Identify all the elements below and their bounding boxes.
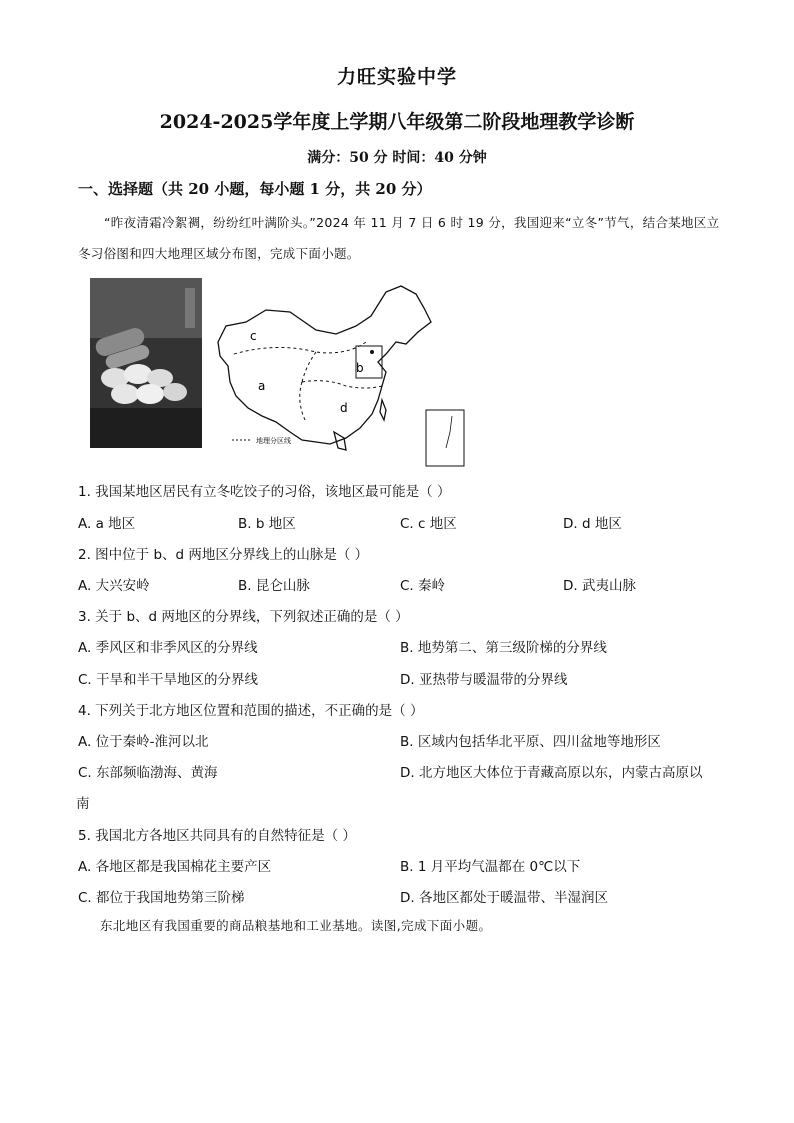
map-label-c: c — [250, 329, 257, 343]
boundary-north — [234, 342, 366, 354]
section-title: 一、选择题（共 20 小题，每小题 1 分，共 20 分） — [78, 180, 432, 198]
boundary-tibet — [300, 382, 306, 422]
next-group-intro: 东北地区有我国重要的商品粮基地和工业基地。读图,完成下面小题。 — [100, 918, 492, 933]
q2-option-b[interactable]: B. 昆仑山脉 — [238, 578, 310, 594]
china-region-map — [206, 282, 472, 468]
question-2-stem: 2. 图中位于 b、d 两地区分界线上的山脉是（ ） — [78, 547, 369, 563]
q5-option-c[interactable]: C. 都位于我国地势第三阶梯 — [78, 890, 245, 906]
q2-option-a[interactable]: A. 大兴安岭 — [78, 578, 150, 594]
boundary-qinling — [302, 381, 382, 388]
q1-option-b[interactable]: B. b 地区 — [238, 516, 296, 532]
question-3-stem: 3. 关于 b、d 两地区的分界线，下列叙述正确的是（ ） — [78, 609, 409, 625]
dumpling-photo — [90, 278, 202, 448]
q5-option-d[interactable]: D. 各地区都处于暖温带、半湿润区 — [400, 890, 608, 906]
q2-option-c[interactable]: C. 秦岭 — [400, 578, 446, 594]
hainan-island — [334, 432, 346, 450]
map-label-b: b — [356, 361, 364, 375]
q4-option-d-continuation: 南 — [76, 796, 90, 812]
intro-paragraph: “昨夜清霜冷絮裯，纷纷红叶满阶头。”2024 年 11 月 7 日 6 时 19 分，我国迎来“立冬”节气，结合某地区立冬习俗图和四大地理区域分布图，完成下面小题。 — [78, 215, 720, 261]
q1-option-d[interactable]: D. d 地区 — [563, 516, 622, 532]
q4-option-a[interactable]: A. 位于秦岭-淮河以北 — [78, 734, 209, 750]
map-label-a: a — [258, 379, 266, 393]
question-1-stem: 1. 我国某地区居民有立冬吃饺子的习俗，该地区最可能是（ ） — [78, 484, 451, 500]
question-4-stem: 4. 下列关于北方地区位置和范围的描述，不正确的是（ ） — [78, 703, 424, 719]
q4-option-b[interactable]: B. 区域内包括华北平原、四川盆地等地形区 — [400, 734, 661, 750]
q4-option-d[interactable]: D. 北方地区大体位于青藏高原以东，内蒙古高原以 — [400, 765, 703, 781]
score-time: 满分：50 分 时间：40 分钟 — [307, 150, 487, 166]
q5-option-a[interactable]: A. 各地区都是我国棉花主要产区 — [78, 859, 272, 875]
q3-option-d[interactable]: D. 亚热带与暖温带的分界线 — [400, 672, 568, 688]
q1-option-a[interactable]: A. a 地区 — [78, 516, 136, 532]
q3-option-b[interactable]: B. 地势第二、第三级阶梯的分界线 — [400, 640, 607, 656]
q1-option-c[interactable]: C. c 地区 — [400, 516, 457, 532]
map-label-d: d — [340, 401, 348, 415]
q5-option-b[interactable]: B. 1 月平均气温都在 0℃以下 — [400, 859, 581, 875]
boundary-west — [302, 352, 316, 382]
q3-option-c[interactable]: C. 干旱和半干旱地区的分界线 — [78, 672, 259, 688]
exam-title: 2024-2025学年度上学期八年级第二阶段地理教学诊断 — [159, 111, 635, 133]
q4-option-c[interactable]: C. 东部频临渤海、黄海 — [78, 765, 218, 781]
china-outline — [218, 286, 431, 444]
q3-option-a[interactable]: A. 季风区和非季风区的分界线 — [78, 640, 258, 656]
dumpling-illustration — [90, 278, 202, 448]
question-5-stem: 5. 我国北方各地区共同具有的自然特征是（ ） — [78, 828, 356, 844]
south-china-sea-inset — [426, 410, 464, 466]
map-legend-text: 地理分区线 — [256, 437, 291, 445]
q2-option-d[interactable]: D. 武夷山脉 — [563, 578, 636, 594]
inset-coastline — [446, 416, 452, 448]
taiwan-island — [380, 400, 386, 420]
capital-dot — [370, 350, 374, 354]
school-name: 力旺实验中学 — [336, 66, 457, 88]
